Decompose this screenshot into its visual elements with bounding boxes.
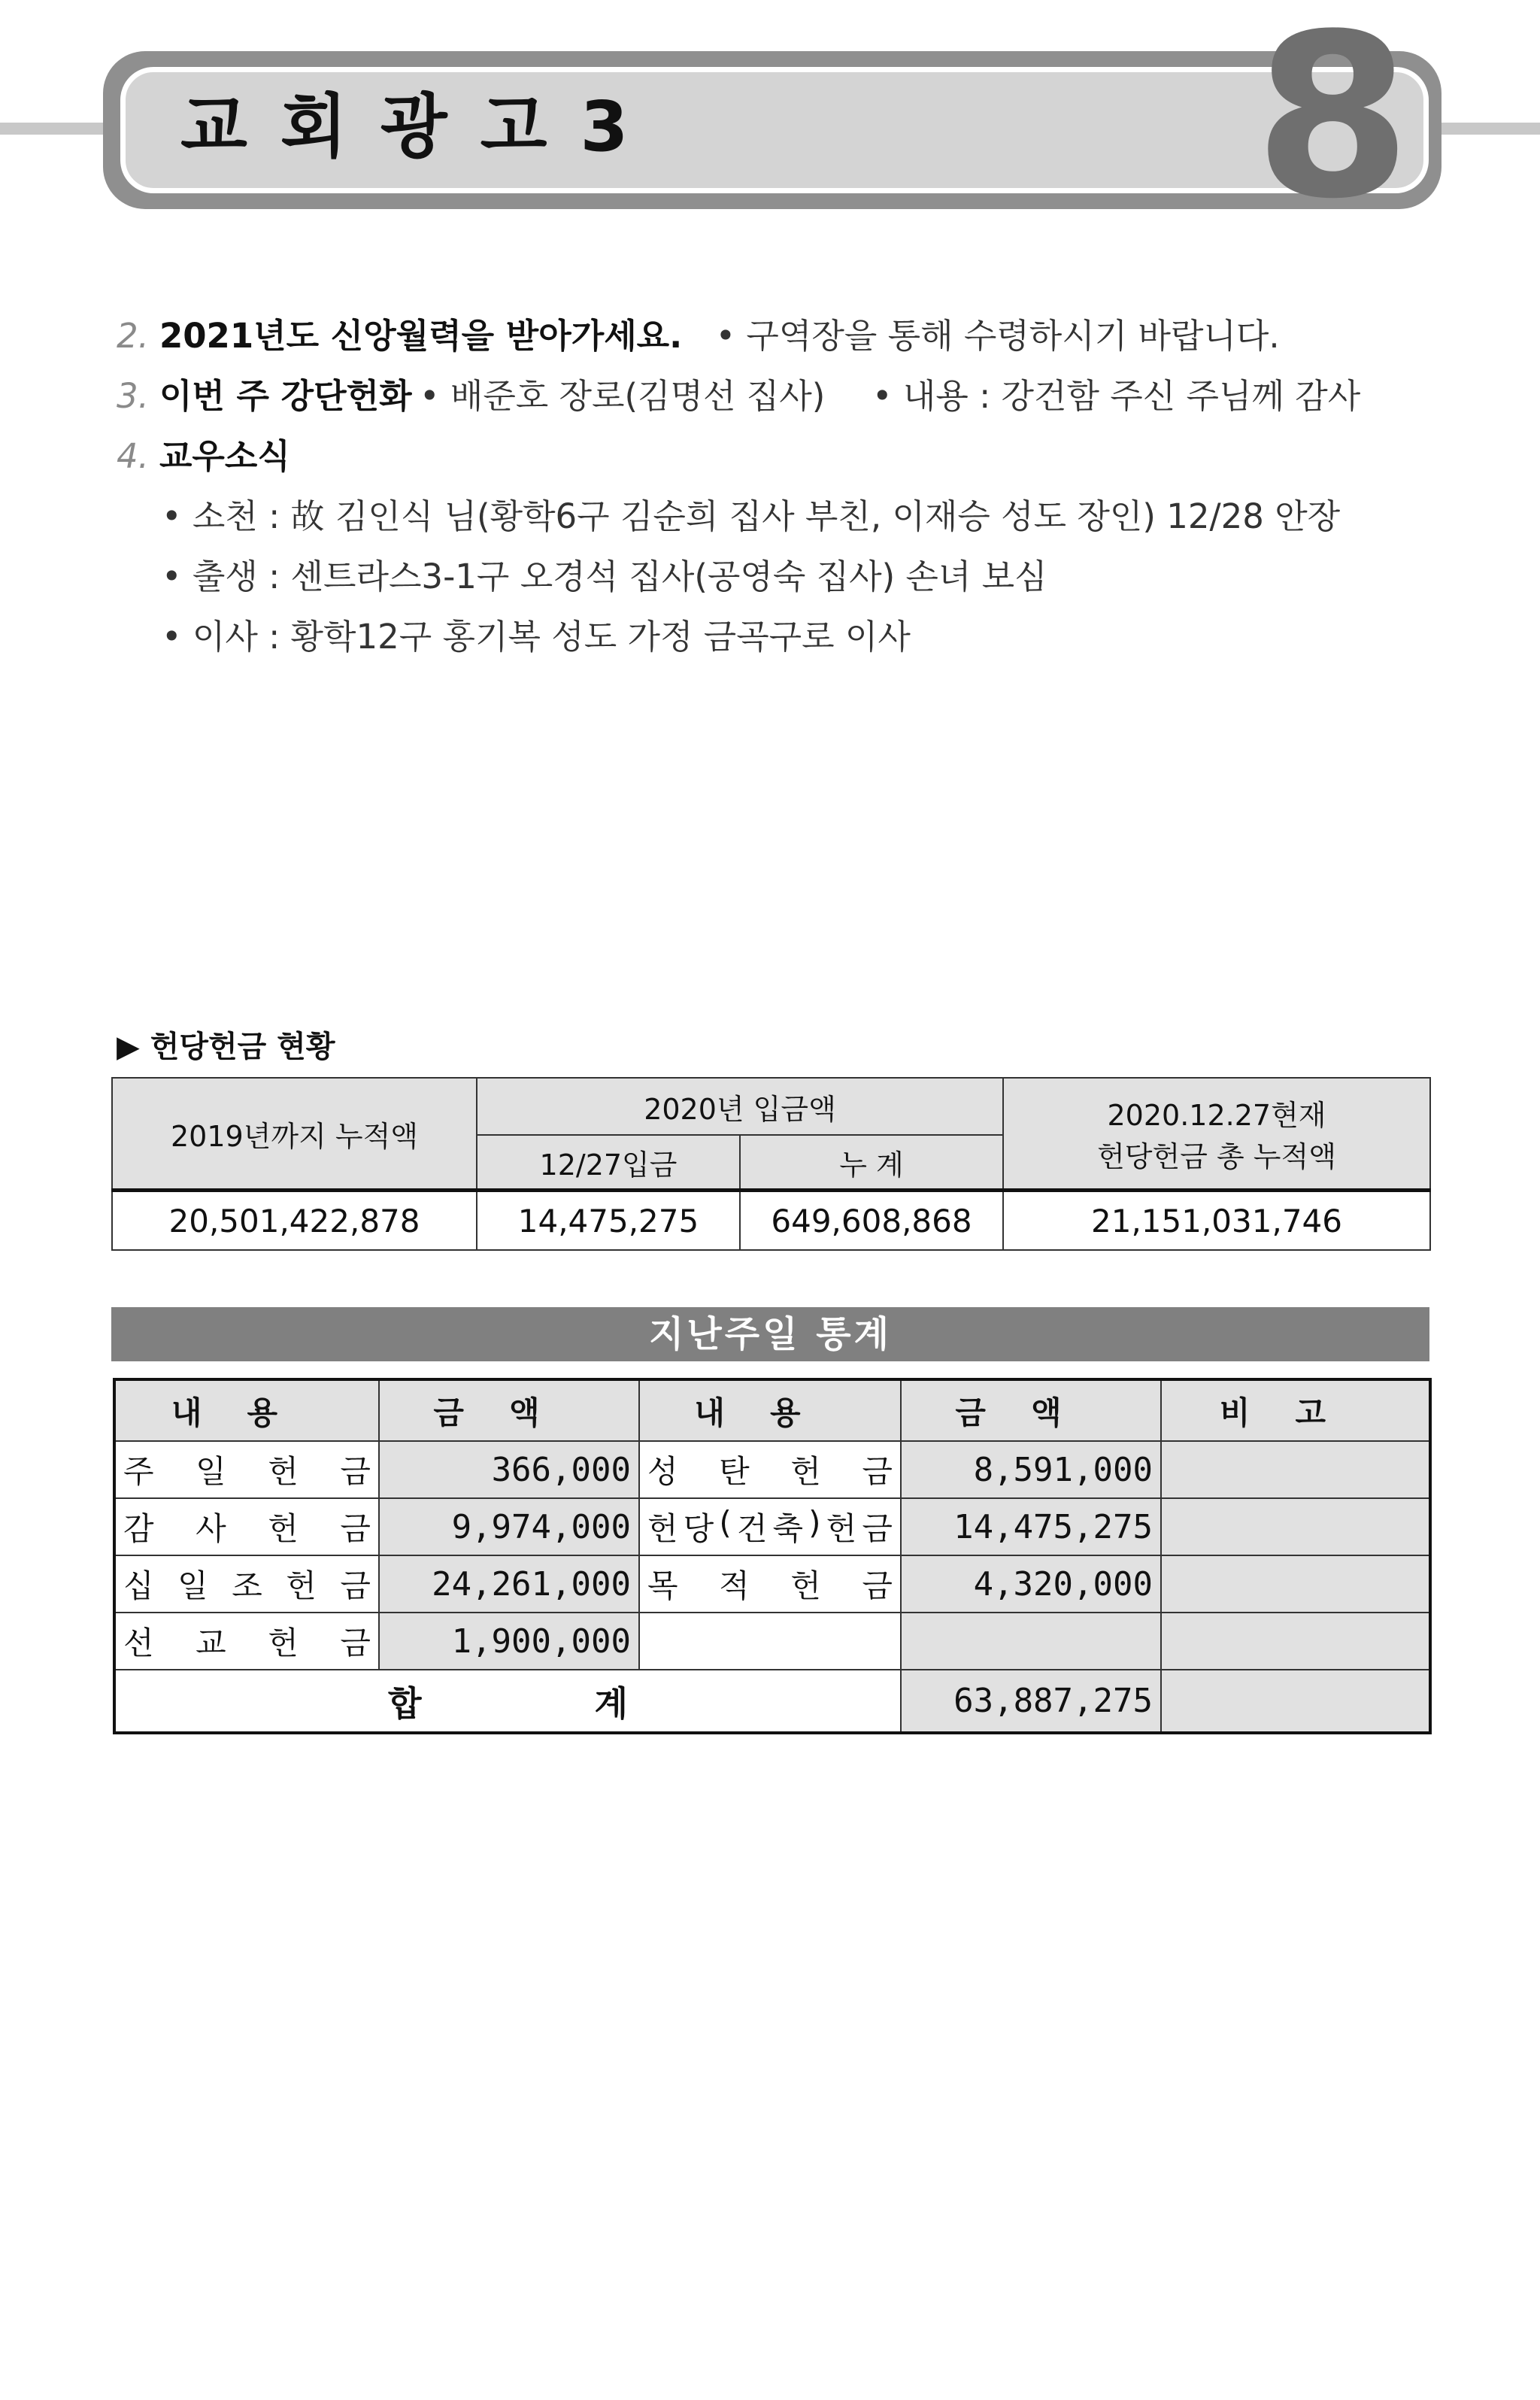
- stats-header: 내용: [114, 1379, 379, 1441]
- notice-item: [117, 310, 1280, 363]
- stats-label: 주 일 헌 금: [114, 1441, 379, 1498]
- value-grand-total: 21,151,031,746: [1003, 1191, 1430, 1251]
- notice-detail-2: • 내용 : 강건함 주신 주님께 감사: [872, 376, 1361, 416]
- stats-label: [639, 1613, 901, 1670]
- notice-title: 이번 주 강단헌화: [159, 376, 412, 416]
- stats-amount: 24,261,000: [379, 1555, 639, 1613]
- stats-label: 선 교 헌 금: [114, 1613, 379, 1670]
- notice-number: 4.: [117, 436, 149, 476]
- notice-item: [117, 370, 412, 423]
- news-item: • 소천 : 故 김인식 님(황학6구 김순희 집사 부친, 이재승 성도 장인) 12/28 안장: [162, 496, 1341, 536]
- notice-item: [117, 430, 290, 483]
- header-grand-total-line2: 헌당헌금 총 누적액: [1097, 1140, 1336, 1173]
- table-row: [114, 1555, 1430, 1613]
- table-row: [114, 1441, 1430, 1498]
- building-fund-table: [111, 1077, 1431, 1251]
- stats-header: 금액: [379, 1379, 639, 1441]
- table-row: [114, 1498, 1430, 1555]
- stats-note: [1161, 1555, 1430, 1613]
- page-number: 8: [1254, 0, 1411, 248]
- stats-label: 성 탄 헌 금: [639, 1441, 901, 1498]
- header-grand-total: [1003, 1078, 1430, 1191]
- stats-amount: 14,475,275: [901, 1498, 1161, 1555]
- header-prior-total: 2019년까지 누적액: [112, 1078, 477, 1191]
- stats-amount: 8,591,000: [901, 1441, 1161, 1498]
- stats-total-row: [114, 1670, 1430, 1733]
- stats-label: 십 일 조 헌 금: [114, 1555, 379, 1613]
- notice-title: 교우소식: [159, 436, 290, 476]
- table-header-row: [112, 1078, 1430, 1135]
- stats-total-label: [114, 1670, 901, 1733]
- table-row: [114, 1613, 1430, 1670]
- header-rule-left: [0, 123, 120, 135]
- section-label: ▶ 헌당헌금 현황: [117, 1030, 335, 1064]
- header-cumulative: 누 계: [740, 1135, 1003, 1191]
- stats-header: 비고: [1161, 1379, 1430, 1441]
- stats-banner: 지난주일 통계: [111, 1307, 1429, 1361]
- stats-note: [1161, 1613, 1430, 1670]
- stats-header-row: [114, 1379, 1430, 1441]
- stats-note: [1161, 1498, 1430, 1555]
- notice-detail: • 배준호 장로(김명선 집사): [420, 376, 826, 416]
- stats-label: 헌 당 ( 건 축 ) 헌 금: [639, 1498, 901, 1555]
- stats-label: 목 적 헌 금: [639, 1555, 901, 1613]
- stats-amount: [901, 1613, 1161, 1670]
- stats-label: 감 사 헌 금: [114, 1498, 379, 1555]
- value-prior-total: 20,501,422,878: [112, 1191, 477, 1251]
- table-row: [112, 1191, 1430, 1251]
- notice-number: 2.: [117, 316, 149, 356]
- page-title: 교회광고3: [180, 86, 662, 167]
- header-deposit: 12/27입금: [477, 1135, 740, 1191]
- total-char: 합: [388, 1682, 422, 1724]
- stats-amount: 1,900,000: [379, 1613, 639, 1670]
- stats-note: [1161, 1441, 1430, 1498]
- stats-amount: 366,000: [379, 1441, 639, 1498]
- stats-header: 내용: [639, 1379, 901, 1441]
- stats-header: 금액: [901, 1379, 1161, 1441]
- news-item: • 이사 : 황학12구 홍기복 성도 가정 금곡구로 이사: [162, 617, 911, 657]
- total-char: 계: [594, 1682, 628, 1724]
- value-deposit: 14,475,275: [477, 1191, 740, 1251]
- notice-detail: • 구역장을 통해 수령하시기 바랍니다.: [715, 316, 1280, 356]
- stats-total-amount: 63,887,275: [901, 1670, 1161, 1733]
- news-item: • 출생 : 센트라스3-1구 오경석 집사(공영숙 집사) 손녀 보심: [162, 557, 1047, 596]
- stats-amount: 9,974,000: [379, 1498, 639, 1555]
- stats-amount: 4,320,000: [901, 1555, 1161, 1613]
- notice-title: 2021년도 신앙월력을 받아가세요.: [159, 316, 683, 356]
- header-2020-group: 2020년 입금액: [477, 1078, 1003, 1135]
- value-cumulative: 649,608,868: [740, 1191, 1003, 1251]
- notice-number: 3.: [117, 376, 149, 416]
- header-grand-total-line1: 2020.12.27현재: [1107, 1099, 1326, 1132]
- stats-table: [113, 1378, 1432, 1734]
- stats-total-note: [1161, 1670, 1430, 1733]
